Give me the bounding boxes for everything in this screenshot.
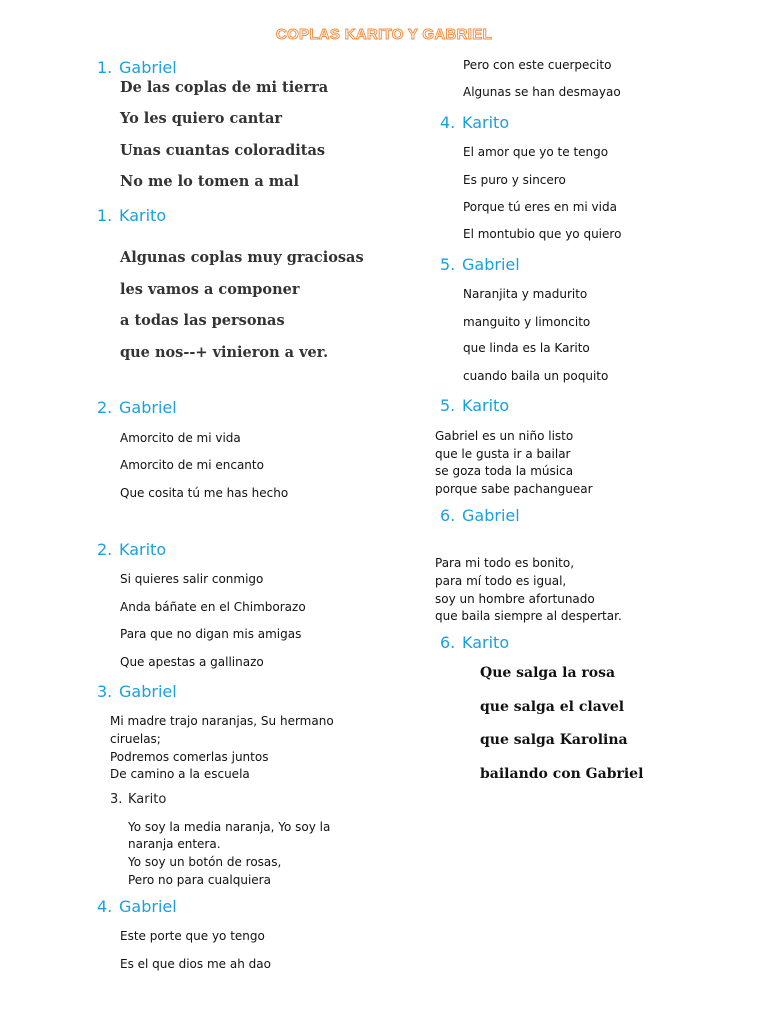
section-heading [440, 633, 509, 652]
verse-line: Yo soy un botón de rosas, [128, 855, 282, 869]
verse-line: bailando con Gabriel [480, 766, 644, 782]
verse-line: El amor que yo te tengo [463, 145, 609, 159]
section-number: 3. [110, 792, 123, 807]
section-number: 6. [440, 506, 456, 525]
verse-line: Para mi todo es bonito, [435, 556, 575, 570]
verse-line: Es puro y sincero [463, 173, 566, 187]
section-number: 6. [440, 633, 456, 652]
document-title: COPLAS KARITO Y GABRIEL [275, 26, 493, 43]
verse-line: que nos--+ vinieron a ver. [120, 344, 329, 361]
verse-line: Gabriel es un niño listo [435, 429, 574, 443]
section-heading [97, 682, 177, 701]
section-singer: Gabriel [119, 398, 177, 417]
section-heading [97, 58, 177, 77]
verse-line: Que cosita tú me has hecho [120, 486, 289, 500]
section-singer: Karito [128, 792, 167, 807]
section-number: 1. [97, 206, 113, 225]
section-number: 3. [97, 682, 113, 701]
section-number: 4. [97, 897, 113, 916]
verse-line: De camino a la escuela [110, 767, 250, 781]
verse-line: a todas las personas [120, 312, 285, 329]
section-singer: Gabriel [462, 255, 520, 274]
section-singer: Karito [119, 206, 167, 225]
verse-line: Que apestas a gallinazo [120, 655, 264, 669]
verse-line: manguito y limoncito [463, 315, 591, 329]
section-singer: Karito [462, 396, 510, 415]
section-heading [440, 396, 509, 415]
verse-line: Algunas se han desmayao [463, 85, 621, 99]
section-number: 1. [97, 58, 113, 77]
section-heading [440, 113, 509, 132]
verse-line: Es el que dios me ah dao [120, 957, 271, 971]
verse-line: que baila siempre al despertar. [435, 609, 622, 623]
verse-line: porque sabe pachanguear [435, 482, 593, 496]
section-heading [440, 506, 520, 525]
section-singer: Karito [462, 113, 510, 132]
section-number: 2. [97, 540, 113, 559]
verse-line: Naranjita y madurito [463, 287, 588, 301]
verse-line: que linda es la Karito [463, 341, 590, 355]
verse-line: Anda báñate en el Chimborazo [120, 600, 306, 614]
verse-line: Amorcito de mi encanto [120, 458, 264, 472]
section-number: 5. [440, 396, 456, 415]
verse-line: naranja entera. [128, 837, 221, 851]
verse-line: Yo soy la media naranja, Yo soy la [128, 820, 331, 834]
verse-line: ciruelas; [110, 732, 161, 746]
section-number: 5. [440, 255, 456, 274]
section-singer: Gabriel [462, 506, 520, 525]
verse-line: que salga Karolina [480, 732, 628, 748]
section-heading [97, 897, 177, 916]
verse-line: No me lo tomen a mal [120, 173, 300, 190]
verse-line: soy un hombre afortunado [435, 592, 595, 606]
verse-line: les vamos a componer [120, 281, 300, 298]
section-heading [97, 398, 177, 417]
verse-line: que salga el clavel [480, 699, 625, 715]
verse-line: Yo les quiero cantar [120, 110, 283, 127]
section-heading [110, 792, 166, 807]
section-number: 4. [440, 113, 456, 132]
verse-line: El montubio que yo quiero [463, 227, 622, 241]
verse-line: Amorcito de mi vida [120, 431, 241, 445]
verse-line: Mi madre trajo naranjas, Su hermano [110, 714, 334, 728]
verse-line: se goza toda la música [435, 464, 574, 478]
section-heading [97, 206, 166, 225]
section-singer: Karito [119, 540, 167, 559]
verse-line: Pero con este cuerpecito [463, 58, 612, 72]
section-singer: Gabriel [119, 897, 177, 916]
verse-line: Pero no para cualquiera [128, 873, 271, 887]
section-singer: Gabriel [119, 58, 177, 77]
section-heading [440, 255, 520, 274]
verse-line: Podremos comerlas juntos [110, 750, 269, 764]
verse-line: Que salga la rosa [480, 665, 616, 681]
verse-line: Si quieres salir conmigo [120, 572, 264, 586]
verse-line: que le gusta ir a bailar [435, 447, 571, 461]
verse-line: Este porte que yo tengo [120, 929, 265, 943]
section-singer: Gabriel [119, 682, 177, 701]
verse-line: Unas cuantas coloraditas [120, 142, 326, 159]
section-heading [97, 540, 166, 559]
verse-line: Algunas coplas muy graciosas [120, 249, 364, 266]
section-singer: Karito [462, 633, 510, 652]
verse-line: Porque tú eres en mi vida [463, 200, 617, 214]
section-number: 2. [97, 398, 113, 417]
verse-line: cuando baila un poquito [463, 369, 609, 383]
verse-line: De las coplas de mi tierra [120, 79, 329, 96]
verse-line: Para que no digan mis amigas [120, 627, 302, 641]
verse-line: para mí todo es igual, [435, 574, 567, 588]
